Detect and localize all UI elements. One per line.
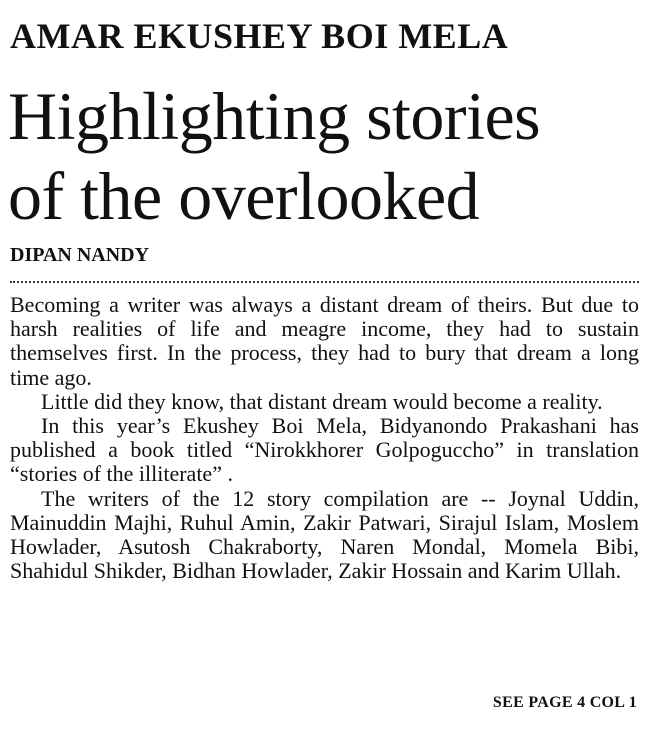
headline-line-1: Highlighting stories (8, 78, 541, 154)
article-kicker: AMAR EKUSHEY BOI MELA (10, 16, 509, 56)
article-paragraph: Becoming a writer was always a distant dream of theirs. But due to harsh realities of life and meagre income, they had to sustain themselves first. In the process, they had to bury that dream a long time ago. (10, 292, 639, 390)
article-body (10, 293, 639, 583)
dotted-divider (10, 281, 639, 283)
article-paragraph: In this year’s Ekushey Boi Mela, Bidyanondo Prakashani has published a book titled “Nirokkhorer Golpoguccho” in translation “stories of the illiterate” . (10, 413, 639, 487)
article-byline: DIPAN NANDY (10, 244, 150, 266)
article-paragraph: Little did they know, that distant dream would become a reality. (41, 388, 603, 414)
continued-jump-line: SEE PAGE 4 COL 1 (492, 694, 637, 711)
article-paragraph: The writers of the 12 story compilation are -- Joynal Uddin, Mainuddin Majhi, Ruhul Amin, Zakir Patwari, Sirajul Islam, Moslem Howlader, Asutosh Chakraborty, Naren Mondal, Momela Bibi, Shahidul Shikder, Bidhan Howlader, Zakir Hossain and Karim Ullah. (10, 485, 639, 584)
article-headline (8, 76, 648, 236)
headline-line-2: of the overlooked (8, 158, 480, 234)
